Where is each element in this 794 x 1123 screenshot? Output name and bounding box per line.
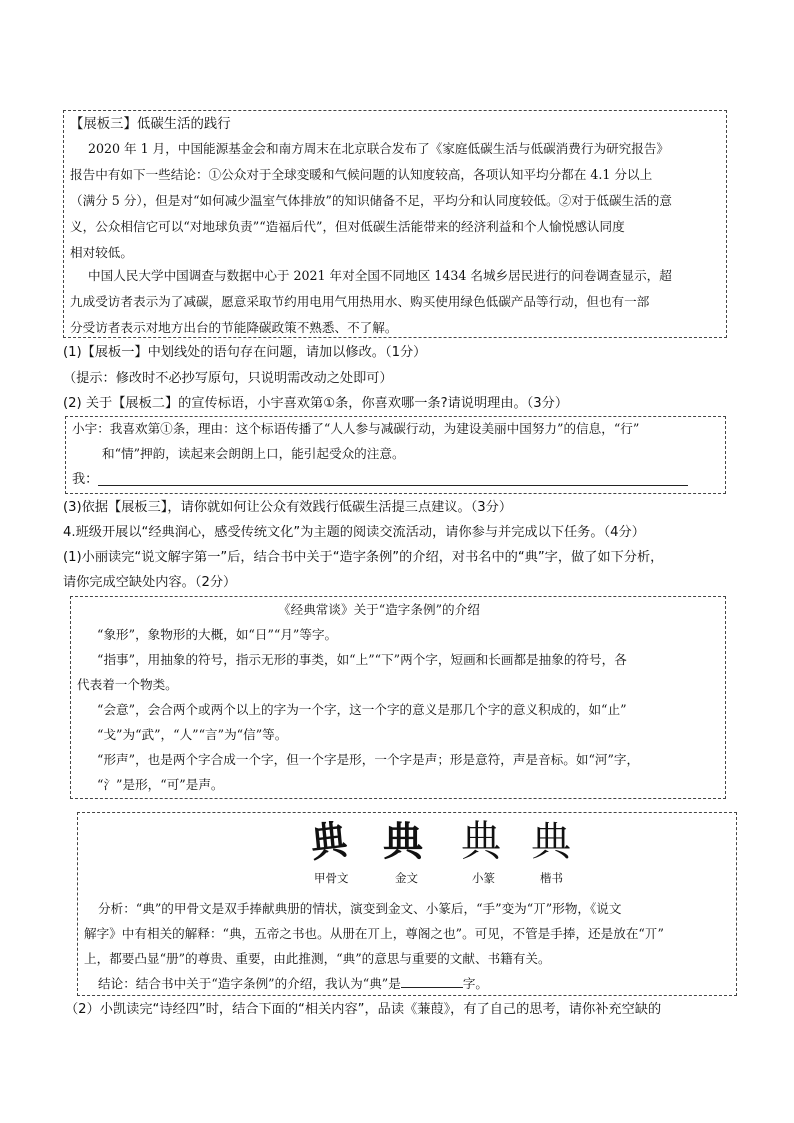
text-line: 解字》中有相关的解释：“典，五帝之书也。从册在丌上，尊阁之也”。可见，不管是手捧，还是放在“丌” — [84, 926, 664, 941]
conclusion-text: 结论：结合书中关于“造字条例”的介绍，我认为“典”是 — [98, 976, 401, 991]
question-4-2: （2）小凯读完“诗经四”时，结合下面的“相关内容”，品读《蒹葭》，有了自己的思考，请你补充空缺的 — [65, 1002, 662, 1017]
question-1: (1)【展板一】中划线处的语句存在问题，请加以修改。（1分） — [63, 345, 427, 360]
text-line: “指事”，用抽象的符号，指示无形的事类，如“上”“下”两个字，短画和长画都是抽象的符号，各 — [97, 652, 627, 667]
question-1-hint: （提示：修改时不必抄写原句，只说明需改动之处即可） — [63, 371, 393, 386]
question-4-1-line-2: 请你完成空缺处内容。（2分） — [63, 575, 237, 590]
board3-title: 【展板三】低碳生活的践行 — [70, 117, 231, 132]
dian-bronze-glyph: 典 — [383, 818, 423, 865]
zaozi-content — [77, 629, 722, 799]
my-answer-label: 我： — [72, 472, 99, 487]
question-4: 4.班级开展以“经典润心，感受传统文化”为主题的阅读交流活动，请你参与并完成以下任务。（4分） — [63, 525, 645, 540]
text-line: （满分 5 分），但是对“如何减少温室气体排放”的知识储备不足，平均分和认同度较低。②对于低碳生活的意 — [70, 193, 672, 208]
caption-bronze: 金文 — [395, 871, 418, 885]
dian-seal-glyph: 典 — [461, 817, 501, 867]
text-line: 义，公众相信它可以“对地球负责”“造福后代”，但对低碳生活能带来的经济利益和个人愉悦感认同度 — [70, 219, 625, 234]
text-line: “氵”是形，“可”是声。 — [97, 777, 224, 792]
text-line: 和“情”押韵，读起来会朗朗上口，能引起受众的注意。 — [102, 446, 405, 461]
question-3: (3)依据【展板三】，请你就如何让公众有效践行低碳生活提三点建议。（3分） — [63, 500, 513, 515]
my-answer-input[interactable] — [98, 483, 688, 486]
question-2: (2) 关于【展板二】的宣传标语，小宇喜欢第①条，你喜欢哪一条?请说明理由。（3分） — [63, 396, 569, 411]
board3-paragraph-1 — [70, 143, 720, 273]
text-line: 相对较低。 — [70, 245, 133, 260]
text-line: 小宇：我喜欢第①条，理由：这个标语传播了“人人参与减碳行动，为建设美丽中国努力”的信息，“行” — [72, 421, 640, 436]
dian-oracle-bone-glyph: 典 — [308, 816, 350, 867]
dian-analysis — [84, 903, 732, 983]
text-line: “形声”，也是两个字合成一个字，但一个字是形，一个字是声；形是意符，声是音标。如“河”字， — [97, 752, 640, 767]
dian-regular-glyph: 典 — [531, 819, 571, 865]
text-line: “戈”为“武”，“人”“言”为“信”等。 — [97, 727, 288, 742]
text-line: 代表着一个物类。 — [77, 677, 178, 692]
text-line: “象形”，象物形的大概，如“日”“月”等字。 — [97, 627, 338, 642]
question-4-1-line-1: (1)小丽读完“说文解字第一”后，结合书中关于“造字条例”的介绍，对书名中的“典”字，做了如下分析， — [63, 550, 664, 565]
caption-seal: 小篆 — [472, 871, 495, 885]
caption-oracle-bone: 甲骨文 — [314, 871, 349, 885]
text-line: 分受访者表示对地方出台的节能降碳政策不熟悉、不了解。 — [70, 320, 398, 335]
dian-conclusion — [98, 976, 488, 991]
text-line: 上，都要凸显“册”的尊贵、重要，由此推测，“典”的意思与重要的文献、书籍有关。 — [84, 951, 551, 966]
board3-paragraph-2 — [70, 270, 720, 340]
text-line: 报告中有如下一些结论：①公众对于全球变暖和气候问题的认知度较高，各项认知平均分都在 4.1 分以上 — [70, 167, 653, 182]
conclusion-blank[interactable] — [401, 976, 463, 988]
text-line: 中国人民大学中国调查与数据中心于 2021 年对全国不同地区 1434 名城乡居民进行的问卷调查显示，超 — [88, 268, 672, 283]
text-line: 九成受访者表示为了减碳，愿意采取节约用电用气用热用水、购买使用绿色低碳产品等行动，但也有一部 — [70, 294, 650, 309]
zaozi-title: 《经典常谈》关于“造字条例”的介绍 — [278, 602, 480, 617]
xiaoyu-answer — [72, 423, 722, 473]
conclusion-suffix: 字。 — [462, 976, 489, 991]
text-line: 分析：“典”的甲骨文是双手捧献典册的情状，演变到金文、小篆后，“手”变为“丌”形物，《说文 — [98, 901, 622, 916]
text-line: 2020 年 1 月，中国能源基金会和南方周末在北京联合发布了《家庭低碳生活与低碳消费行为研究报告》 — [88, 141, 670, 156]
text-line: “会意”，会合两个或两个以上的字为一个字，这一个字的意义是那几个字的意义积成的，如“止” — [97, 702, 627, 717]
caption-regular: 楷书 — [540, 871, 563, 885]
